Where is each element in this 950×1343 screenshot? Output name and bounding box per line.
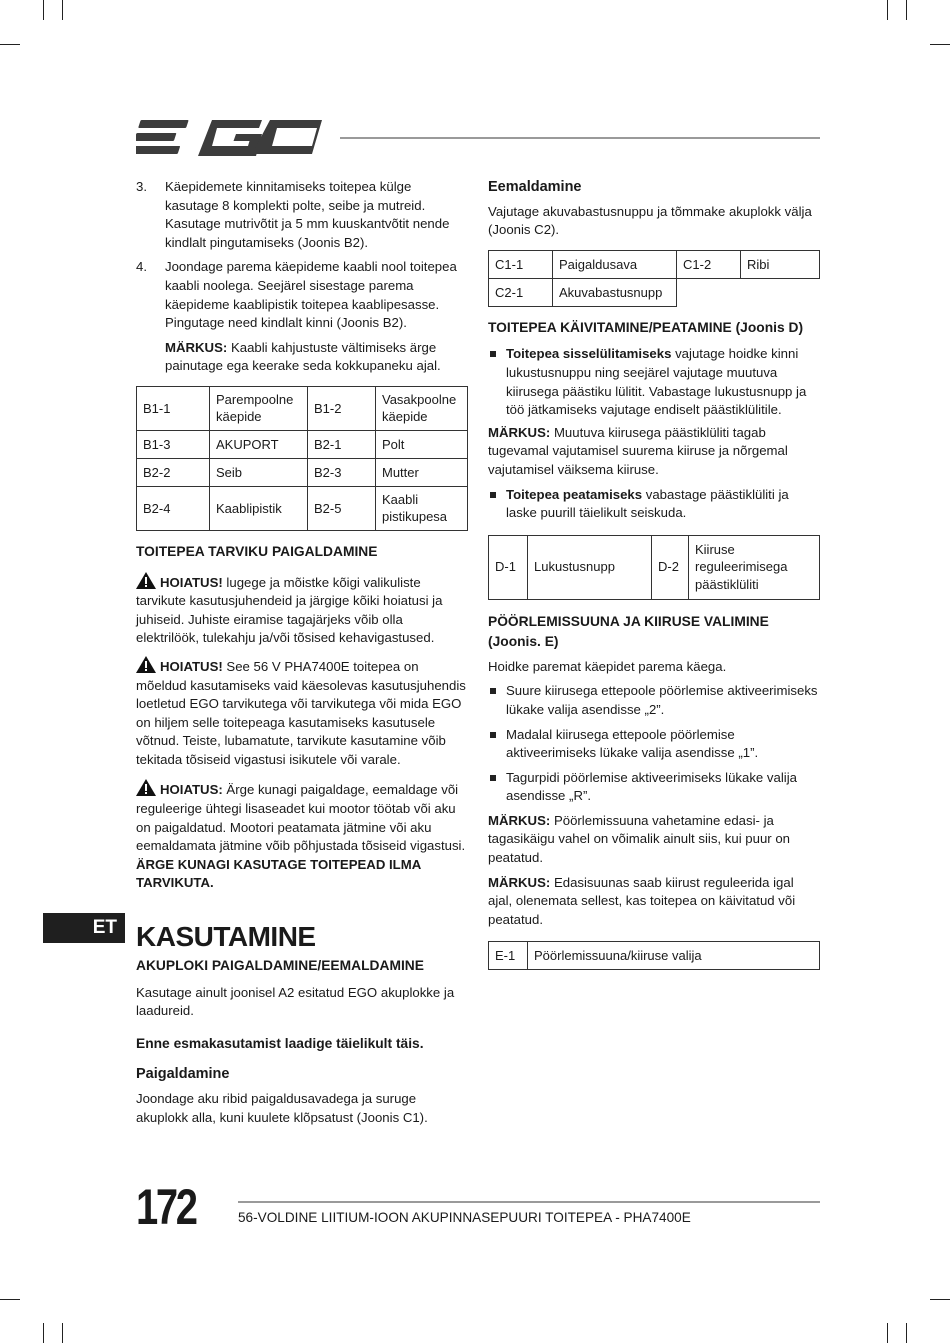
crop-mark — [62, 0, 63, 20]
section-heading: TOITEPEA KÄIVITAMINE/PEATAMINE (Joonis D) — [488, 319, 804, 335]
language-tab: ET — [43, 913, 125, 943]
step-number: 3. — [136, 179, 147, 194]
table-cell: Paigaldusava — [553, 250, 677, 278]
warning-label: HOIATUS! — [160, 574, 223, 590]
crop-mark — [43, 0, 44, 20]
note-text: Pöörlemissuuna vahetamine edasi- ja tagasikäigu vahel on võimalik ainult siis, kui puur on peatatud. — [488, 812, 791, 866]
table-cell-empty — [677, 278, 741, 306]
note-text: Edasisuunas saab kiirust reguleerida igal ajal, olenemata sellest, kas toitepea on käivitatud või peatatud. — [488, 874, 796, 927]
table-cell: B2-1 — [308, 430, 376, 458]
bullet-text: Suure kiirusega ettepoole pöörlemise aktiveerimiseks lükake valija asendisse „2”. — [506, 683, 818, 717]
table-cell: Parempoolne käepide — [210, 386, 308, 430]
warning — [136, 779, 468, 893]
note-text: Kaabli kahjustuste vältimiseks ärge painutage ega keerake seda kokkupaneku ajal. — [165, 339, 441, 374]
warning — [136, 572, 468, 648]
crop-mark — [0, 1299, 20, 1300]
table-cell: Lukustusnupp — [528, 535, 652, 599]
note-label: MÄRKUS: — [488, 424, 551, 440]
bullet-emphasis: Toitepea peatamiseks — [506, 486, 643, 502]
note — [488, 874, 820, 930]
warning-text: lugege ja mõistke kõigi valikuliste tarvikute kasutusjuhendeid ja järgige kõiki hoiatusi ja juhiseid. Juhiste eiramise tagajärjeks võib olla elektrilöök, tulekahju ja/või tõsised kehavigastused. — [136, 574, 443, 646]
table-cell: D-2 — [652, 535, 689, 599]
bullet-text: Madalal kiirusega ettepoole pöörlemise aktiveerimiseks lükake valija asendisse „1”. — [506, 726, 759, 761]
parts-table-b — [136, 386, 468, 531]
footer-title: 56-VOLDINE LIITIUM-IOON AKUPINNASEPUURI TOITEPEA - PHA7400E — [238, 1210, 691, 1225]
crop-mark — [930, 44, 950, 45]
table-cell: Akuvabastusnupp — [553, 278, 677, 306]
table-row — [137, 430, 468, 458]
warning-text: Ärge kunagi paigaldage, eemaldage või reguleerige ühtegi lisaseadet kui mootor töötab või aku on paigaldatud. Mootori peatamata jätmine või aku eemaldamata jätmine võib põhjustada tõsiseid vigastusi. — [136, 782, 466, 854]
table-row — [489, 278, 820, 306]
page-number: 172 — [136, 1179, 196, 1235]
warning-emphasis: ÄRGE KUNAGI KASUTAGE TOITEPEAD ILMA TARVIKUTA. — [136, 856, 421, 891]
table-cell: Seib — [210, 458, 308, 486]
list-item — [488, 769, 820, 806]
table-cell: B2-5 — [308, 486, 376, 530]
table-row — [137, 486, 468, 530]
paragraph: Kasutage ainult joonisel A2 esitatud EGO akuplokke ja laadureid. — [136, 984, 455, 1019]
note-label: MÄRKUS: — [488, 874, 551, 890]
parts-table-c — [488, 250, 820, 307]
table-cell: Kaablipistik — [210, 486, 308, 530]
table-cell: B1-1 — [137, 386, 210, 430]
bullet-icon — [490, 492, 496, 498]
crop-mark — [887, 0, 888, 20]
bullet-text: vabastage päästiklüliti ja laske puurill täielikult seiskuda. — [506, 486, 789, 521]
bullet-text: Tagurpidi pöörlemise aktiveerimiseks lükake valija asendisse „R”. — [506, 769, 797, 804]
list-item — [136, 258, 468, 332]
header-rule — [340, 137, 820, 139]
list-item — [488, 682, 820, 719]
warning-icon — [136, 572, 156, 589]
section-heading: Eemaldamine — [488, 179, 582, 195]
paragraph: Joondage aku ribid paigaldusavadega ja suruge akuplokk alla, kuni kuulete klõpsatust (Joonis C1). — [136, 1091, 428, 1125]
section-heading: TOITEPEA TARVIKU PAIGALDAMINE — [136, 543, 378, 559]
warning-label: HOIATUS: — [160, 782, 223, 798]
table-cell: B1-3 — [137, 430, 210, 458]
bullet-icon — [490, 688, 496, 694]
table-cell: C1-2 — [677, 250, 741, 278]
bullet-icon — [490, 775, 496, 781]
table-cell: D-1 — [489, 535, 528, 599]
list-item — [488, 345, 820, 419]
table-cell: AKUPORT — [210, 430, 308, 458]
list-item — [136, 178, 468, 252]
bullet-text: vajutage hoidke kinni lukustusnuppu ning seejärel vajutage muutuva kiirusega päästiku lülitit. Vabastage lukustusnupp ja töö jätkamiseks vajutage endiselt päästiklülitile. — [506, 346, 807, 418]
table-cell: Pöörlemissuuna/kiiruse valija — [528, 942, 820, 970]
paragraph: Vajutage akuvabastusnuppu ja tõmmake akuplokk välja (Joonis C2). — [488, 203, 812, 238]
note — [136, 339, 468, 376]
table-cell: B2-3 — [308, 458, 376, 486]
note — [488, 424, 820, 480]
crop-mark — [62, 1323, 63, 1343]
section-heading: Enne esmakasutamist laadige täielikult täis. — [136, 1035, 424, 1051]
usage-heading: KASUTAMINE — [136, 921, 316, 953]
table-cell-empty — [741, 278, 820, 306]
parts-table-d — [488, 535, 820, 600]
section-heading: PÖÖRLEMISSUUNA JA KIIRUSE VALIMINE (Joonis. E) — [488, 613, 769, 649]
note-label: MÄRKUS: — [165, 339, 228, 355]
table-cell: Kiiruse reguleerimisega päästiklüliti — [689, 535, 820, 599]
list-item — [488, 726, 820, 763]
table-cell: Ribi — [741, 250, 820, 278]
bullet-emphasis: Toitepea sisselülitamiseks — [506, 346, 672, 362]
warning-text: See 56 V PHA7400E toitepea on mõeldud kasutamiseks vaid käesolevas kasutusjuhendis loetletud EGO tarvikutega või tarvikutega või mida EGO on hiljem selle toitepeaga kasutamiseks kasutusele võtnud. Teiste, lubamatute, tarvikute kasutamine võib tekitada tõsiseid vigastusi isikutele või varale. — [136, 658, 466, 767]
step-number: 4. — [136, 259, 147, 275]
table-cell: C2-1 — [489, 278, 553, 306]
crop-mark — [43, 1323, 44, 1343]
crop-mark — [906, 0, 907, 20]
step-text: Käepidemete kinnitamiseks toitepea külge kasutage 8 komplekti polte, seibe ja mutreid. Kasutage mutrivõtit ja 5 mm kuuskantvõtit nende kindlalt pingutamiseks (Joonis B2). — [165, 179, 450, 250]
table-row — [489, 535, 820, 599]
crop-mark — [906, 1323, 907, 1343]
warning-icon — [136, 779, 156, 796]
table-cell: Mutter — [376, 458, 468, 486]
right-column — [488, 178, 820, 970]
table-cell: B1-2 — [308, 386, 376, 430]
warning-icon — [136, 656, 156, 673]
warning — [136, 656, 468, 770]
crop-mark — [930, 1299, 950, 1300]
step-text: Joondage parema käepideme kaabli nool toitepea kaabli noolega. Seejärel sisestage parema käepideme kaablipistik toitepea kaablipesasse. Pingutage need kindlalt kinni (Joonis B2). — [165, 259, 457, 331]
note-label: MÄRKUS: — [488, 812, 551, 828]
left-column — [136, 178, 468, 1127]
table-row — [489, 250, 820, 278]
footer-rule — [238, 1201, 820, 1203]
paragraph: Hoidke paremat käepidet parema käega. — [488, 658, 727, 674]
list-item — [488, 486, 820, 523]
table-cell: C1-1 — [489, 250, 553, 278]
table-cell: Vasakpoolne käepide — [376, 386, 468, 430]
crop-mark — [0, 44, 20, 45]
ego-logo — [136, 116, 322, 158]
bullet-icon — [490, 732, 496, 738]
table-row — [137, 458, 468, 486]
section-heading: Paigaldamine — [136, 1066, 230, 1083]
table-cell: Kaabli pistikupesa — [376, 486, 468, 530]
bullet-icon — [490, 351, 496, 357]
table-row — [489, 942, 820, 970]
crop-mark — [887, 1323, 888, 1343]
section-heading: AKUPLOKI PAIGALDAMINE/EEMALDAMINE — [136, 958, 424, 974]
parts-table-e — [488, 941, 820, 970]
warning-label: HOIATUS! — [160, 658, 223, 674]
table-cell: E-1 — [489, 942, 528, 970]
note-text: Muutuva kiirusega päästiklüliti tagab tugevamal vajutamisel suurema kiiruse ja nõrgemal vajutamisel väiksema kiiruse. — [488, 424, 788, 477]
table-cell: Polt — [376, 430, 468, 458]
table-cell: B2-4 — [137, 486, 210, 530]
table-row — [137, 386, 468, 430]
note — [488, 812, 820, 868]
table-cell: B2-2 — [137, 458, 210, 486]
